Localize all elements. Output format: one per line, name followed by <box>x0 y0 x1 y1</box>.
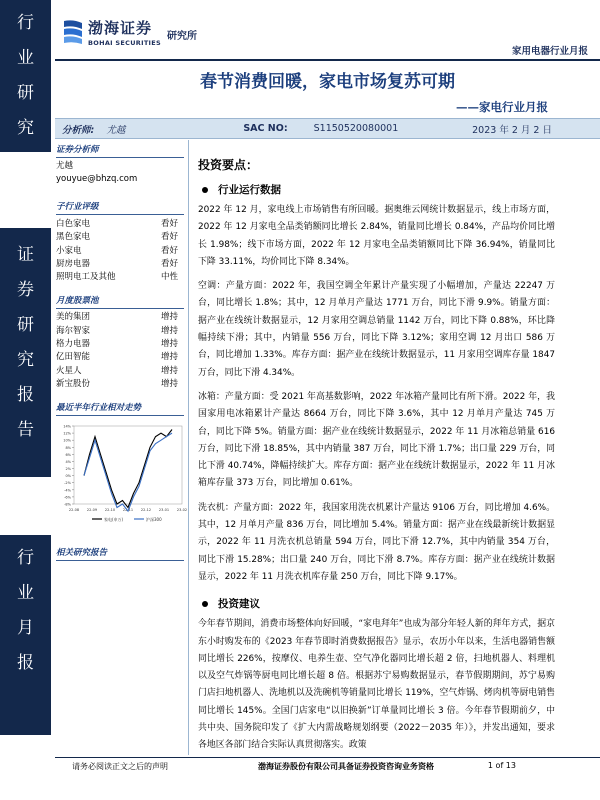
main-content <box>198 156 555 755</box>
stock-row <box>56 311 184 324</box>
report-type: 家用电器行业月报 <box>511 46 588 57</box>
left-analyst-name: 尤越 <box>56 161 74 171</box>
report-date: 2023 年 2 月 2 日 <box>472 124 552 136</box>
chart-y-tick-label: -8% <box>64 502 71 507</box>
rating-row-name: 黑色家电 <box>56 232 91 243</box>
rating-row-value: 看好 <box>160 232 178 243</box>
rating-row-name: 照明电工及其他 <box>56 272 116 283</box>
logo-english-name: BOHAI SECURITIES <box>88 39 161 47</box>
sidebar-char: 究 <box>17 350 34 370</box>
stock-row <box>56 338 184 351</box>
analyst-meta-bar <box>55 118 600 139</box>
rating-row-name: 小家电 <box>56 245 82 256</box>
paragraph-refrigerator: 冰箱：产量方面：受 2021 年高基数影响，2022 年冰箱产量同比有所下滑。2022 年，我国家用电冰箱累计产量达 8664 万台，同比下降 3.6%，其中 12 月单月产量达 745 万台，同比下降 5%。销量方面：据产业在线统计数据显示，2022 年 11 月冰箱总销量 616 万台，同比下滑 18.85%，其中内销量 387 万台，同比下滑 1.7%；出口量 229 万台，同比下滑 40.74%，降幅持续扩大。库存方面：据产业在线统计数据显示，2022 年 11 月冰箱库存量 373 万台，同比增加 0.61%。 <box>198 391 555 489</box>
rating-row-value: 看好 <box>160 245 178 256</box>
sidebar-char: 行 <box>17 13 34 33</box>
trend-chart-heading: 最近半年行业相对走势 <box>56 401 184 416</box>
rating-row <box>56 245 184 258</box>
logo-institute: 研究所 <box>167 30 197 42</box>
rating-row-value: 看好 <box>160 258 178 269</box>
stock-row <box>56 351 184 364</box>
chart-x-tick-label: 23-01 <box>158 508 170 513</box>
related-reports-heading: 相关研究报告 <box>56 546 184 561</box>
sidebar-block-monthly-report <box>0 535 51 735</box>
chart-y-tick-label: 6% <box>65 453 71 458</box>
rating-row-name: 厨房电器 <box>56 258 91 269</box>
footer-divider <box>55 757 600 758</box>
stock-rating: 增持 <box>160 365 178 376</box>
chart-y-tick-label: 12% <box>63 431 71 436</box>
stock-rating: 增持 <box>160 378 178 389</box>
stock-pool-table <box>56 311 184 391</box>
paragraph-market: 2022 年 12 月，家电线上市场销售有所回暖。据奥维云网统计数据显示，线上市场方面，2022 年 12 月家电全品类销额同比增长 2.84%，销量同比增长 0.84%，产品均价同比增长 1.98%；线下市场方面，2022 年 12 月家电全品类销额同比下降 36.94%，销量同比下降 33.11%，均价同比下降 8.34%。 <box>198 205 555 267</box>
stock-row <box>56 378 184 391</box>
column-divider <box>188 140 189 755</box>
chart-x-tick-label: 22-08 <box>68 508 80 513</box>
analyst-section-heading: 证券分析师 <box>56 143 184 158</box>
logo-chinese-name: 渤海证券 <box>88 19 153 37</box>
sidebar-char: 告 <box>17 420 34 440</box>
sidebar-char: 业 <box>17 583 34 603</box>
sidebar-char: 券 <box>17 280 34 300</box>
stock-row <box>56 325 184 338</box>
sac-label: SAC NO: <box>243 123 288 134</box>
sidebar-char: 月 <box>17 618 34 638</box>
stock-name: 新宝股份 <box>56 378 91 389</box>
page-subtitle: ——家电行业月报 <box>456 100 548 114</box>
chart-x-tick-label: 22-10 <box>104 508 116 513</box>
subsector-rating-table <box>56 218 184 284</box>
chart-y-tick-label: 0% <box>65 474 71 479</box>
sidebar-block-industry-research <box>0 0 51 152</box>
sidebar-char: 报 <box>17 653 34 673</box>
sidebar-char: 业 <box>17 48 34 68</box>
chart-x-tick-label: 23-02 <box>176 508 188 513</box>
paragraph-investment: 今年春节期间，消费市场整体向好回暖，“家电拜年”也成为部分年轻人新的拜年方式，据京东小时购发布的《2023 年春节即时消费数据报告》显示，农历小年以来，生活电器销售额同比增长 226%，按摩仪、电养生壶、空气净化器同比增长超 2 倍，扫地机器人、料理机以及空气炸锅等厨电同比增长超 8 倍。根据苏宁易购数据显示，春节假期期间，苏宁易购门店扫地机器人、洗地机以及洗碗机等销量同比增长 119%，空气炸锅、烤肉机等厨电销售同比增长 145%。全国门店家电“以旧换新”订单量同比增长 3 倍。今年春节假期前夕，中共中央、国务院印发了《扩大内需战略规划纲要（2022－2035 年）》，并发出通知，要求各地区各部门结合实际认真贯彻落实。政策 <box>198 619 555 751</box>
stock-name: 美的集团 <box>56 312 91 323</box>
chart-y-tick-label: 10% <box>63 438 71 443</box>
chart-y-tick-label: 2% <box>65 467 71 472</box>
stock-row <box>56 365 184 378</box>
company-logo <box>62 17 197 47</box>
rating-section-heading: 子行业评级 <box>56 200 184 215</box>
stock-rating: 增持 <box>160 312 178 323</box>
chart-x-tick-label: 22-11 <box>122 508 134 513</box>
section-industry-data <box>198 182 555 197</box>
sidebar-char: 研 <box>17 83 34 103</box>
relative-trend-chart <box>56 422 188 534</box>
stock-pool-heading: 月度股票池 <box>56 294 184 309</box>
sidebar-block-securities-report <box>0 228 51 477</box>
rating-row-value: 看好 <box>160 219 178 229</box>
bohai-logo-icon <box>62 19 84 45</box>
footer-company: 渤海证券股份有限公司具备证券投资咨询业务资格 <box>258 762 434 771</box>
chart-legend-label: 家电(申万) <box>104 517 124 523</box>
analyst-label: 分析师: <box>62 124 95 136</box>
sidebar-char: 研 <box>17 315 34 335</box>
section-investment-advice <box>198 596 555 611</box>
stock-rating: 增持 <box>160 352 178 363</box>
stock-name: 格力电器 <box>56 339 91 350</box>
left-info-column <box>56 143 188 561</box>
chart-legend-label: 沪深300 <box>146 517 162 523</box>
paragraph-washing-machine: 洗衣机：产量方面：2022 年，我国家用洗衣机累计产量达 9106 万台，同比增加 4.6%。其中，12 月单月产量 836 万台，同比增加 5.4%。销量方面：据产业在线最新统计数据显示，2022 年 11 月洗衣机总销量 594 万台，同比下滑 12.7%，其中内销量 354 万台，同比下滑 15.28%；出口量 240 万台，同比下滑 8.7%。库存方面：据产业在线统计数据显示，2022 年 11 月洗衣机库存量 250 万台，同比下降 9.17%。 <box>198 502 555 582</box>
rating-row <box>56 271 184 284</box>
chart-y-tick-label: 4% <box>65 460 71 465</box>
rating-row <box>56 258 184 271</box>
chart-y-tick-label: 14% <box>63 424 71 429</box>
analyst-email[interactable]: youyue@bhzq.com <box>56 174 138 184</box>
rating-row-name: 白色家电 <box>56 219 91 229</box>
stock-rating: 增持 <box>160 325 178 336</box>
section-title: 投资建议 <box>218 598 260 611</box>
left-sidebar <box>0 0 51 800</box>
analyst-name: 尤越 <box>106 124 126 136</box>
chart-x-tick-label: 22-09 <box>86 508 98 513</box>
header-divider <box>55 59 600 61</box>
sidebar-char: 报 <box>17 385 34 405</box>
sidebar-char: 行 <box>17 548 34 568</box>
bullet-icon <box>202 187 208 193</box>
bullet-icon <box>202 601 208 607</box>
stock-name: 火星人 <box>56 365 82 376</box>
rating-row <box>56 218 184 231</box>
rating-row <box>56 231 184 244</box>
sac-number: S1150520080001 <box>313 123 399 134</box>
sidebar-char: 究 <box>17 118 34 138</box>
chart-y-tick-label: -4% <box>64 488 71 493</box>
section-title: 行业运行数据 <box>218 184 281 196</box>
paragraph-air-conditioner: 空调：产量方面：2022 年，我国空调全年累计产量实现了小幅增加，产量达 22247 万台，同比增长 1.8%；其中，12 月单月产量达 1771 万台，同比下滑 9.9%。销量方面：据产业在线统计数据显示，12 月家用空调总销量 1142 万台，同比下降 0.88%，环比降幅持续下滑；其中，内销量 556 万台，同比下降 3.12%；家用空调 12 月出口 586 万台，同比增加 1.33%。库存方面：据产业在线统计数据显示，11 月家用空调库存量 1847 万台，同比下滑 4.34%。 <box>198 281 555 378</box>
stock-rating: 增持 <box>160 339 178 350</box>
chart-x-tick-label: 22-12 <box>140 508 152 513</box>
page-title: 春节消费回暖，家电市场复苏可期 <box>200 72 455 92</box>
rating-row-value: 中性 <box>160 272 178 283</box>
chart-y-tick-label: -6% <box>64 495 71 500</box>
stock-name: 海尔智家 <box>56 325 91 336</box>
sidebar-char: 证 <box>17 245 34 265</box>
chart-y-tick-label: -2% <box>64 481 71 486</box>
stock-name: 亿田智能 <box>56 352 91 363</box>
footer-disclaimer: 请务必阅读正文之后的声明 <box>72 762 168 771</box>
chart-y-tick-label: 8% <box>65 446 71 451</box>
page-number: 1 of 13 <box>487 761 516 770</box>
key-points-heading: 投资要点： <box>198 158 259 172</box>
